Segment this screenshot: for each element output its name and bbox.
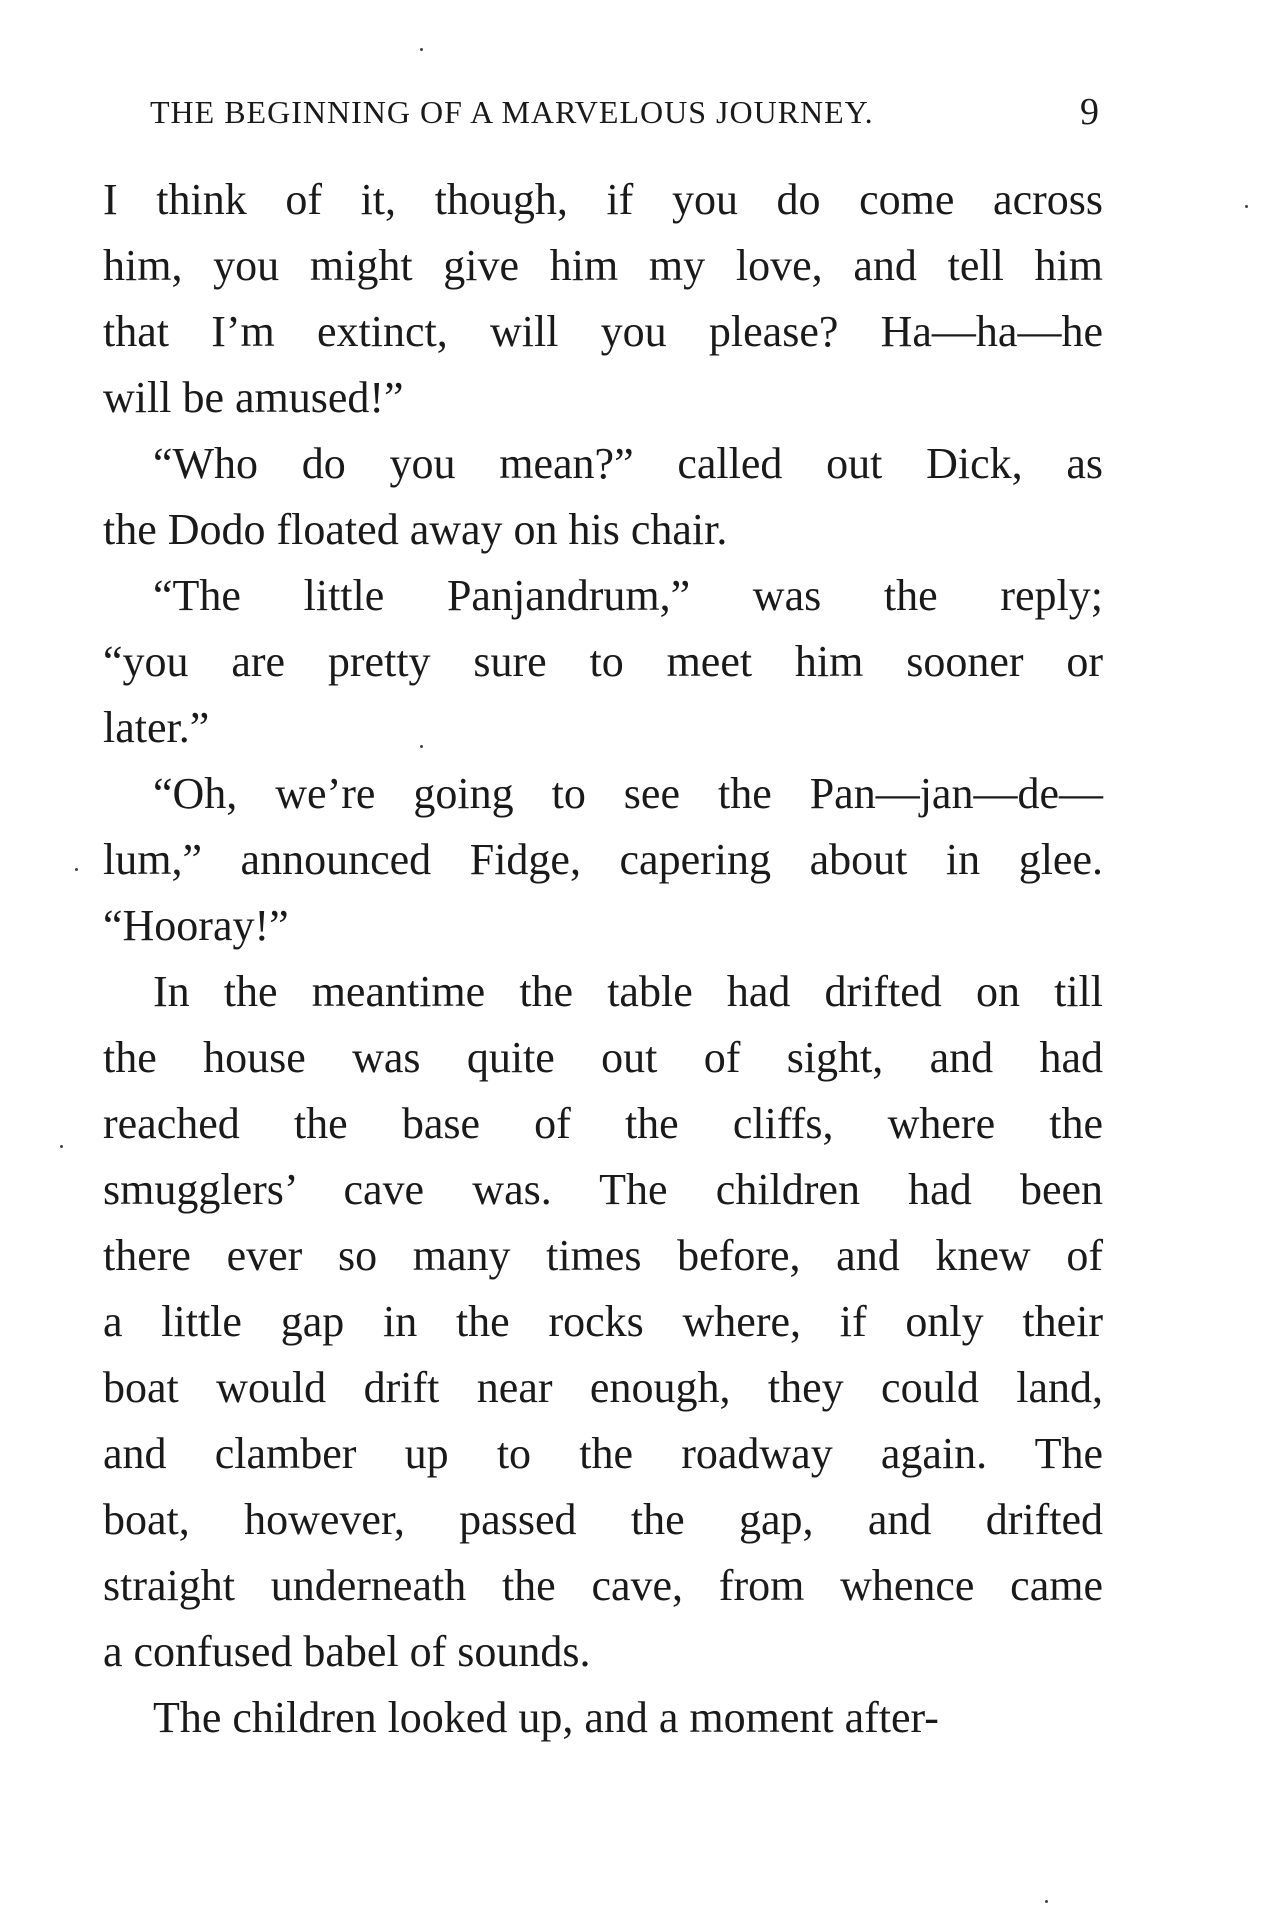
text-line: straight underneath the cave, from whence came — [103, 1561, 1103, 1610]
scan-speck — [1245, 205, 1248, 208]
text-line: him, you might give him my love, and tell him — [103, 241, 1103, 290]
text-line: a confused babel of sounds. — [103, 1627, 591, 1676]
text-line: the house was quite out of sight, and had — [103, 1033, 1103, 1082]
text-line: “you are pretty sure to meet him sooner or — [103, 637, 1103, 686]
text-line: will be amused!” — [103, 373, 404, 422]
text-line: “Oh, we’re going to see the Pan—jan—de— — [153, 769, 1103, 818]
text-line: later.” — [103, 703, 210, 752]
text-line: reached the base of the cliffs, where the — [103, 1099, 1103, 1148]
text-line: “The little Panjandrum,” was the reply; — [153, 571, 1103, 620]
text-line: boat, however, passed the gap, and drifted — [103, 1495, 1103, 1544]
text-line: there ever so many times before, and knew of — [103, 1231, 1103, 1280]
scan-speck — [75, 868, 78, 871]
text-line: boat would drift near enough, they could land, — [103, 1363, 1103, 1412]
text-line: smugglers’ cave was. The children had been — [103, 1165, 1103, 1214]
text-line: In the meantime the table had drifted on till — [153, 967, 1103, 1016]
scan-speck — [1045, 1900, 1048, 1903]
text-line: a little gap in the rocks where, if only their — [103, 1297, 1103, 1346]
page-number: 9 — [1080, 91, 1100, 133]
text-line: “Who do you mean?” called out Dick, as — [153, 439, 1103, 488]
text-line: “Hooray!” — [103, 901, 289, 950]
running-title: THE BEGINNING OF A MARVELOUS JOURNEY. — [150, 94, 874, 130]
body-text — [103, 167, 1103, 1751]
scan-speck — [420, 48, 423, 51]
text-line: I think of it, though, if you do come across — [103, 175, 1103, 224]
text-line: that I’m extinct, will you please? Ha—ha—he — [103, 307, 1103, 356]
text-line: lum,” announced Fidge, capering about in glee. — [103, 835, 1103, 884]
text-line: The children looked up, and a moment after- — [153, 1693, 939, 1742]
text-line: and clamber up to the roadway again. The — [103, 1429, 1103, 1478]
page-header — [150, 84, 1100, 134]
scan-speck — [420, 745, 423, 748]
text-line: the Dodo floated away on his chair. — [103, 505, 728, 554]
scan-speck — [60, 1145, 63, 1148]
